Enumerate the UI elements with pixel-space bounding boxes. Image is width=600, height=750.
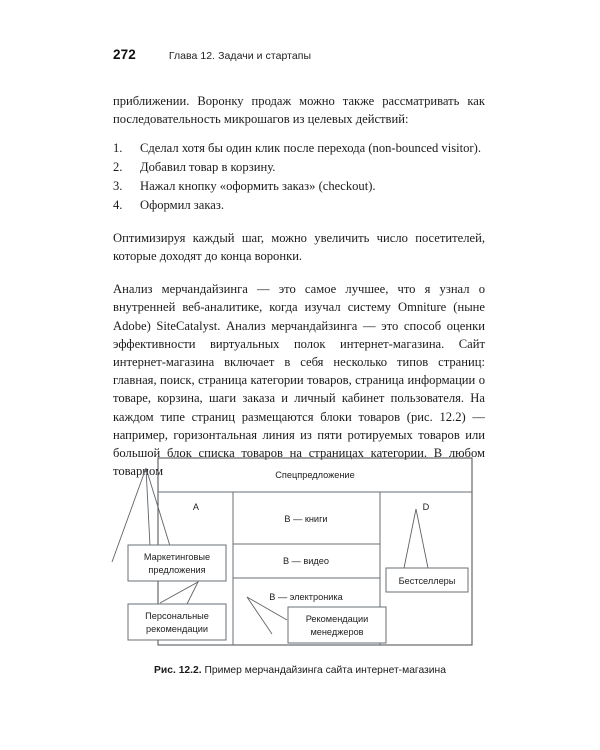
- callout-managers-line2: менеджеров: [310, 627, 364, 637]
- list-item-text: Сделал хотя бы один клик после перехода (non-bounced visitor).: [140, 141, 481, 156]
- callout-personal-line1: Персональные: [145, 611, 209, 621]
- callout-marketing-line2: предложения: [148, 565, 206, 575]
- list-item-number: 3.: [113, 178, 123, 193]
- callout-managers-line1: Рекомендации: [305, 614, 369, 624]
- column-a-label: A: [192, 502, 200, 512]
- merchandising-diagram: [0, 452, 600, 662]
- block-label-books: B — книги: [284, 514, 328, 524]
- list-item-number: 2.: [113, 160, 123, 175]
- callout-box-personal: [128, 604, 226, 640]
- leader-personal: [160, 582, 198, 606]
- list-item-text: Оформил заказ.: [140, 197, 225, 212]
- figure-caption-text: Пример мерчандайзинга сайта интернет-магазина: [201, 665, 446, 676]
- paragraph-3: Анализ мерчандайзинга — это самое лучшее, что я узнал о внутренней веб-аналитике, когда изучал систему Omniture (ныне Adobe) SiteCatalyst. Анализ мерчандайзинга — это способ оценки эффективности виртуальных полок интернет-магазина. Сайт интернет-магазина включает в себя несколько типов страниц: главная, поиск, страница категории товаров, страница информации о товаре, корзина, шаги заказа и личный кабинет пользователя. На каждом типе страниц размещаются блоки товаров (рис. 12.2) — например, горизонтальная линия из пяти ротируемых товаров или большой блок списка товаров на страницах категории. В любом товарном: [113, 282, 485, 479]
- list-item-text: Добавил товар в корзину.: [140, 160, 276, 175]
- leader-bestsellers: [404, 509, 428, 568]
- running-head: [113, 47, 513, 65]
- block-label-video: B — видео: [282, 556, 330, 566]
- callout-marketing-line1: Маркетинговые: [143, 552, 211, 562]
- page-number: 272: [113, 47, 136, 62]
- figure-12-2: [0, 452, 600, 702]
- text-column: [113, 92, 485, 480]
- callout-personal-line2: рекомендации: [146, 624, 208, 634]
- paragraph-1: приближении. Воронку продаж можно также рассматривать как последовательность микрошагов из целевых действий:: [113, 94, 485, 127]
- numbered-list: [113, 139, 485, 213]
- list-item: [113, 196, 485, 214]
- chapter-title: Глава 12. Задачи и стартапы: [168, 50, 312, 62]
- list-item-number: 4.: [113, 197, 123, 212]
- list-item-text: Нажал кнопку «оформить заказ» (checkout).: [140, 178, 376, 193]
- column-d-label: D: [422, 502, 430, 512]
- leader-managers: [247, 597, 287, 634]
- banner-label: Спецпредложение: [275, 470, 355, 480]
- list-item: [113, 139, 485, 157]
- paragraph-2: Оптимизируя каждый шаг, можно увеличить число посетителей, которые доходят до конца воронки.: [113, 230, 485, 263]
- callout-bestsellers-line1: Бестселлеры: [398, 576, 456, 586]
- list-item: [113, 158, 485, 176]
- list-item-number: 1.: [113, 141, 123, 156]
- callout-box-marketing: [128, 545, 226, 581]
- block-label-electronics: B — электроника: [269, 592, 343, 602]
- callout-box-managers: [288, 607, 386, 643]
- figure-caption-number: Рис. 12.2.: [154, 665, 202, 676]
- figure-caption: [0, 665, 600, 676]
- list-item: [113, 177, 485, 195]
